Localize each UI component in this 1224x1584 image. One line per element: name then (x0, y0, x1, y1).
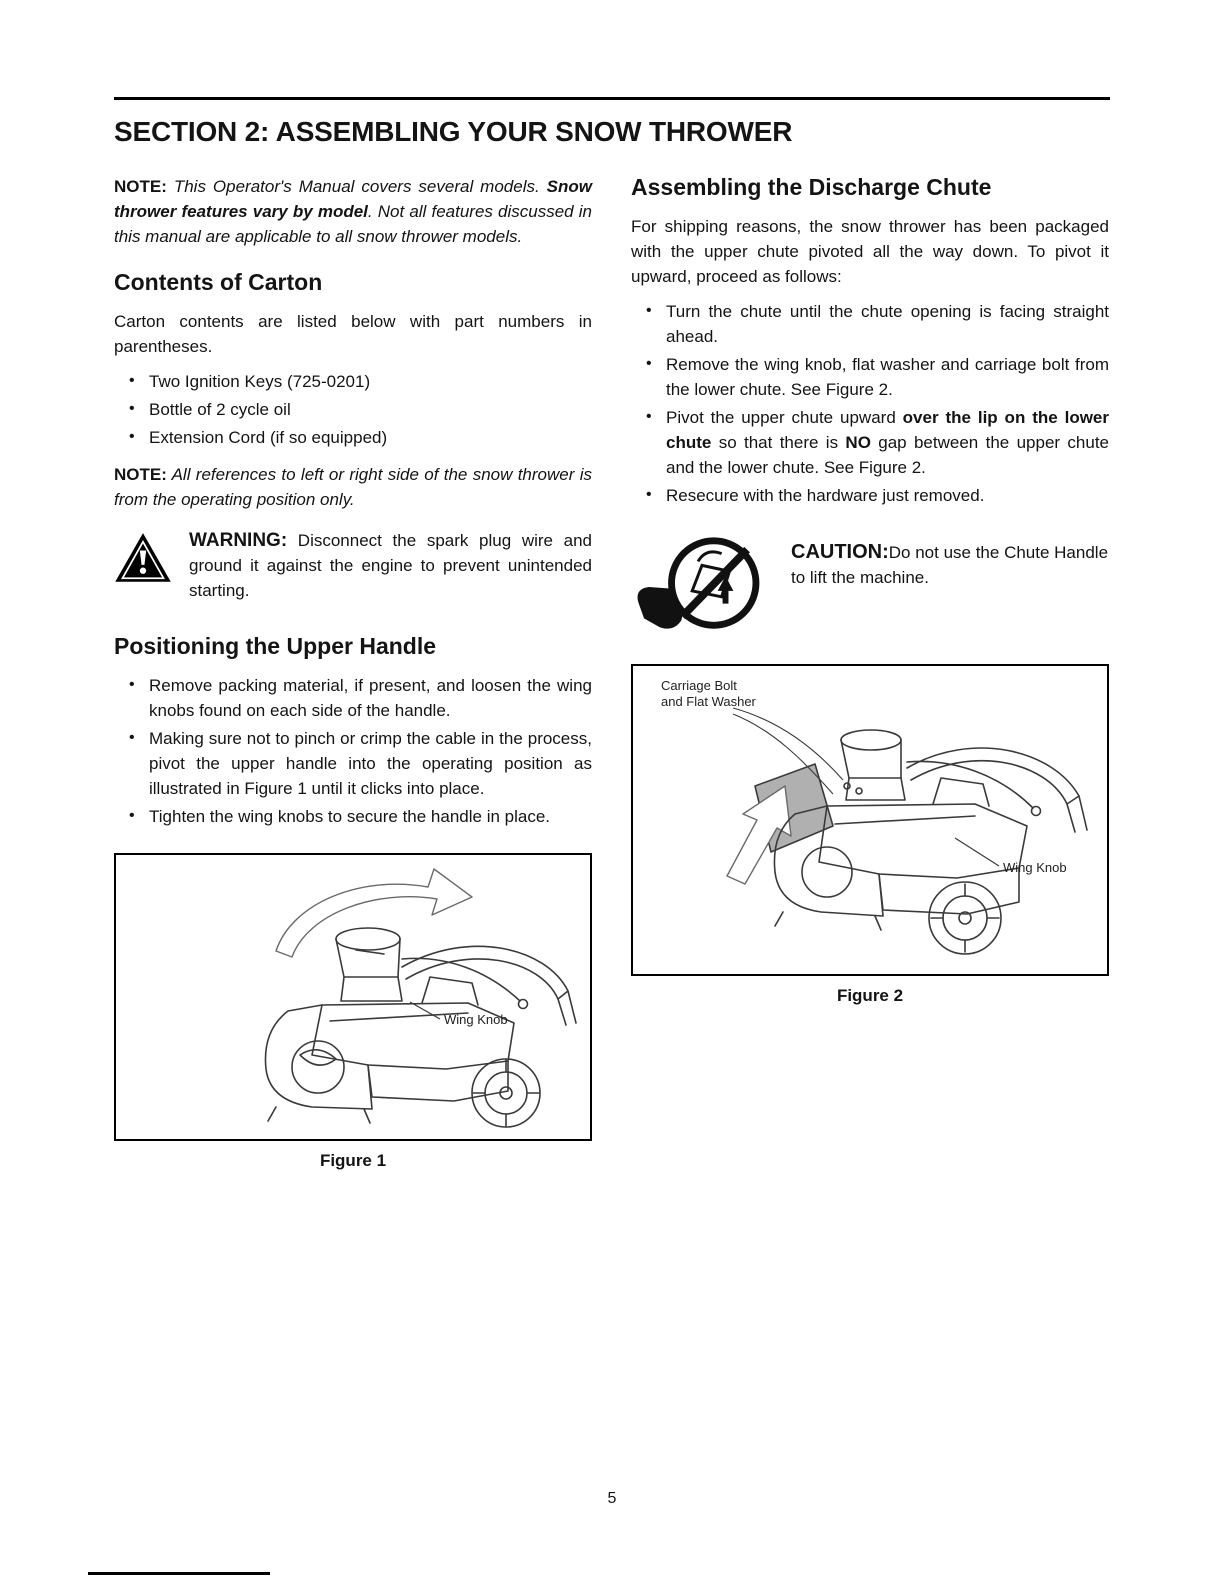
figure-2 (631, 664, 1109, 976)
carton-intro: Carton contents are listed below with part numbers in parentheses. (114, 312, 592, 356)
list-item: • Turn the chute until the chute opening is facing straight ahead. (631, 299, 1109, 349)
pivot-arrow (276, 869, 472, 957)
warning-label: WARNING: (189, 530, 288, 551)
figure-1 (114, 853, 592, 1141)
figure1-wing-knob-label: Wing Knob (444, 1012, 508, 1027)
chute-heading: Assembling the Discharge Chute (631, 174, 992, 200)
figure2-illustration (633, 666, 1107, 974)
chute-intro: For shipping reasons, the snow thrower has been packaged with the upper chute pivoted all the way down. To pivot it upward, proceed as follows: (631, 217, 1109, 286)
caution-no-lift-icon (631, 532, 769, 640)
list-item: • Making sure not to pinch or crimp the cable in the process, pivot the upper handle into the operating position as illustrated in Figure 1 until it clicks into place. (114, 726, 592, 801)
list-item: • Extension Cord (if so equipped) (114, 425, 592, 450)
list-item: • Remove packing material, if present, and loosen the wing knobs found on each side of the handle. (114, 673, 592, 723)
page-number: 5 (607, 1490, 617, 1507)
figure1-illustration (116, 855, 590, 1139)
note-models: NOTE: This Operator's Manual covers several models. Snow thrower features vary by model. Not all features discussed in this manual are applicable to all snow thrower models. (114, 177, 592, 246)
list-item: • Two Ignition Keys (725-0201) (114, 369, 592, 394)
figure2-flat-washer-label: and Flat Washer (661, 694, 756, 709)
left-column (114, 174, 592, 1171)
caution-block (631, 532, 1109, 640)
figure2-carriage-bolt-label: Carriage Bolt (661, 678, 737, 693)
note-references: NOTE: All references to left or right side of the snow thrower is from the operating position only. (114, 465, 592, 509)
list-item: • Pivot the upper chute upward over the lip on the lower chute so that there is NO gap between the upper chute and the lower chute. See Figure 2. (631, 405, 1109, 480)
note-label: NOTE: (114, 177, 167, 196)
figure2-wing-knob-label: Wing Knob (1003, 860, 1067, 875)
section-title: SECTION 2: ASSEMBLING YOUR SNOW THROWER (114, 116, 793, 147)
figure2-caption: Figure 2 (836, 986, 904, 1005)
right-column (631, 174, 1109, 1171)
carton-list (114, 369, 592, 450)
top-divider-rule (114, 97, 1110, 100)
carton-heading: Contents of Carton (114, 269, 323, 295)
caution-text: CAUTION:Do not use the Chute Handle to lift the machine. (791, 541, 1109, 587)
warning-text: WARNING: Disconnect the spark plug wire and ground it against the engine to prevent unintended starting. (189, 530, 592, 600)
list-item: • Tighten the wing knobs to secure the handle in place. (114, 804, 592, 829)
note-label: NOTE: (114, 465, 167, 484)
positioning-list (114, 673, 592, 829)
chute-steps-list (631, 299, 1109, 508)
warning-triangle-icon (114, 532, 172, 584)
figure1-caption: Figure 1 (319, 1151, 387, 1170)
list-item: • Remove the wing knob, flat washer and carriage bolt from the lower chute. See Figure 2. (631, 352, 1109, 402)
list-item: • Bottle of 2 cycle oil (114, 397, 592, 422)
caution-label: CAUTION: (791, 541, 889, 563)
positioning-heading: Positioning the Upper Handle (114, 633, 437, 659)
bottom-left-rule (88, 1572, 270, 1575)
list-item: • Resecure with the hardware just removed. (631, 483, 1109, 508)
warning-block (114, 528, 592, 613)
